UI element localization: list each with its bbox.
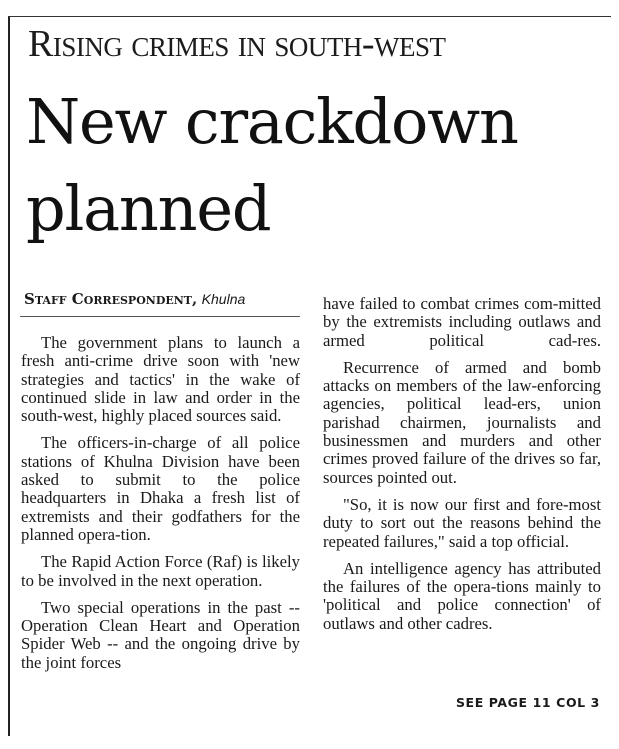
byline [24,290,245,308]
paragraph: Two special operations in the past -- Operation Clean Heart and Operation Spider Web -- and the ongoing drive by the joint forces [21,597,300,672]
byline-divider [20,316,300,317]
paragraph: An intelligence agency has attributed the failures of the opera-tions mainly to 'political and police connection' of outlaws and other cadres. [323,558,601,633]
article-column-2 [323,295,601,690]
byline-author: Staff Correspondent, [24,290,198,308]
continued-on-page-jump: SEE PAGE 11 COL 3 [455,695,600,710]
article-column-1 [21,334,300,722]
paragraph: "So, it is now our first and fore-most duty to sort out the reasons behind the repeated failures," said a top official. [323,494,601,551]
kicker-headline: Rising crimes in south-west [28,23,446,65]
paragraph: The Rapid Action Force (Raf) is likely to be involved in the next operation. [21,552,300,590]
paragraph: Recurrence of armed and bomb attacks on members of the law-enforcing agencies, political lead-ers, union parishad chairmen, journalists and businessmen and murders and other crimes proved failure of the drives so far, sources pointed out. [323,357,601,487]
main-headline: New crackdown planned [26,85,518,245]
paragraph: The government plans to launch a fresh anti-crime drive soon with 'new strategies and tactics' in the wake of continued slide in law and order in the south-west, highly placed sources said. [21,333,300,426]
paragraph: The officers-in-charge of all police stations of Khulna Division have been asked to submit to the police headquarters in Dhaka a fresh list of extremists and their godfathers for the planned opera-tion. [21,433,300,544]
left-column-rule [8,16,10,736]
top-rule [8,16,611,17]
byline-location: Khulna [201,291,246,307]
paragraph-continued: have failed to combat crimes com-mitted by the extremists including outlaws and armed political cad-res. [323,294,601,350]
